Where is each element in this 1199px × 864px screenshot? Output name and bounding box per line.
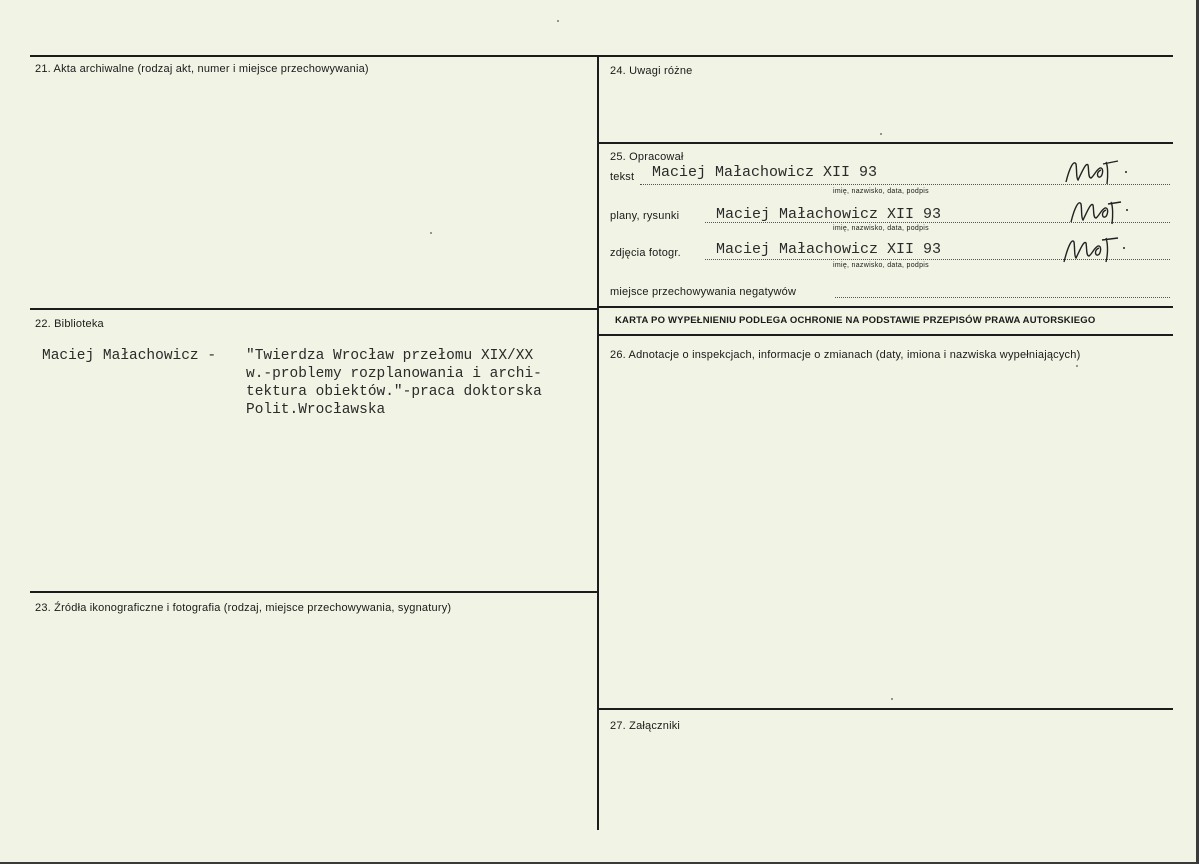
rule-22-23: [30, 591, 598, 593]
paper-speck: [891, 698, 893, 700]
rule-notice-26: [598, 334, 1173, 336]
copyright-notice: KARTA PO WYPEŁNIENIU PODLEGA OCHRONIE NA PODSTAWIE PRZEPISÓW PRAWA AUTORSKIEGO: [615, 315, 1096, 326]
biblioteka-line-1: "Twierdza Wrocław przełomu XIX/XX: [246, 348, 534, 364]
tekst-sublabel: imię, nazwisko, data, podpis: [833, 188, 929, 195]
signature-plany: [1065, 196, 1135, 228]
tekst-label: tekst: [610, 171, 635, 183]
section-26-label: 26. Adnotacje o inspekcjach, informacje o zmianach (daty, imiona i nazwiska wypełniających): [610, 349, 1081, 361]
rule-25-notice: [598, 306, 1173, 308]
paper-speck: [557, 20, 559, 22]
rule-26-27: [598, 708, 1173, 710]
biblioteka-line-4: Polit.Wrocławska: [246, 402, 386, 418]
rule-21-22: [30, 308, 598, 310]
signature-tekst: [1060, 156, 1135, 188]
section-27-label: 27. Załączniki: [610, 720, 681, 732]
top-rule: [30, 55, 1173, 57]
zdjecia-label: zdjęcia fotogr.: [610, 247, 681, 259]
biblioteka-author: Maciej Małachowicz -: [42, 348, 217, 364]
signature-zdjecia: [1058, 232, 1138, 268]
paper-speck: [1076, 365, 1078, 367]
plany-label: plany, rysunki: [610, 210, 680, 222]
section-24-label: 24. Uwagi różne: [610, 65, 693, 77]
tekst-value: Maciej Małachowicz XII 93: [652, 164, 878, 181]
section-21-label: 21. Akta archiwalne (rodzaj akt, numer i miejsce przechowywania): [35, 63, 369, 75]
paper-speck: [430, 232, 432, 234]
section-25-label: 25. Opracował: [610, 151, 684, 163]
zdjecia-sublabel: imię, nazwisko, data, podpis: [833, 262, 929, 269]
center-divider: [597, 55, 599, 830]
biblioteka-line-3: tektura obiektów."-praca doktorska: [246, 384, 542, 400]
plany-value: Maciej Małachowicz XII 93: [716, 206, 942, 223]
paper-speck: [880, 133, 882, 135]
negatives-label: miejsce przechowywania negatywów: [610, 286, 797, 298]
section-23-label: 23. Źródła ikonograficzne i fotografia (rodzaj, miejsce przechowywania, sygnatury): [35, 602, 452, 614]
biblioteka-line-2: w.-problemy rozplanowania i archi-: [246, 366, 542, 382]
plany-sublabel: imię, nazwisko, data, podpis: [833, 225, 929, 232]
section-22-label: 22. Biblioteka: [35, 318, 104, 330]
rule-24-25: [598, 142, 1173, 144]
negatives-line: [835, 297, 1170, 298]
zdjecia-value: Maciej Małachowicz XII 93: [716, 241, 942, 258]
